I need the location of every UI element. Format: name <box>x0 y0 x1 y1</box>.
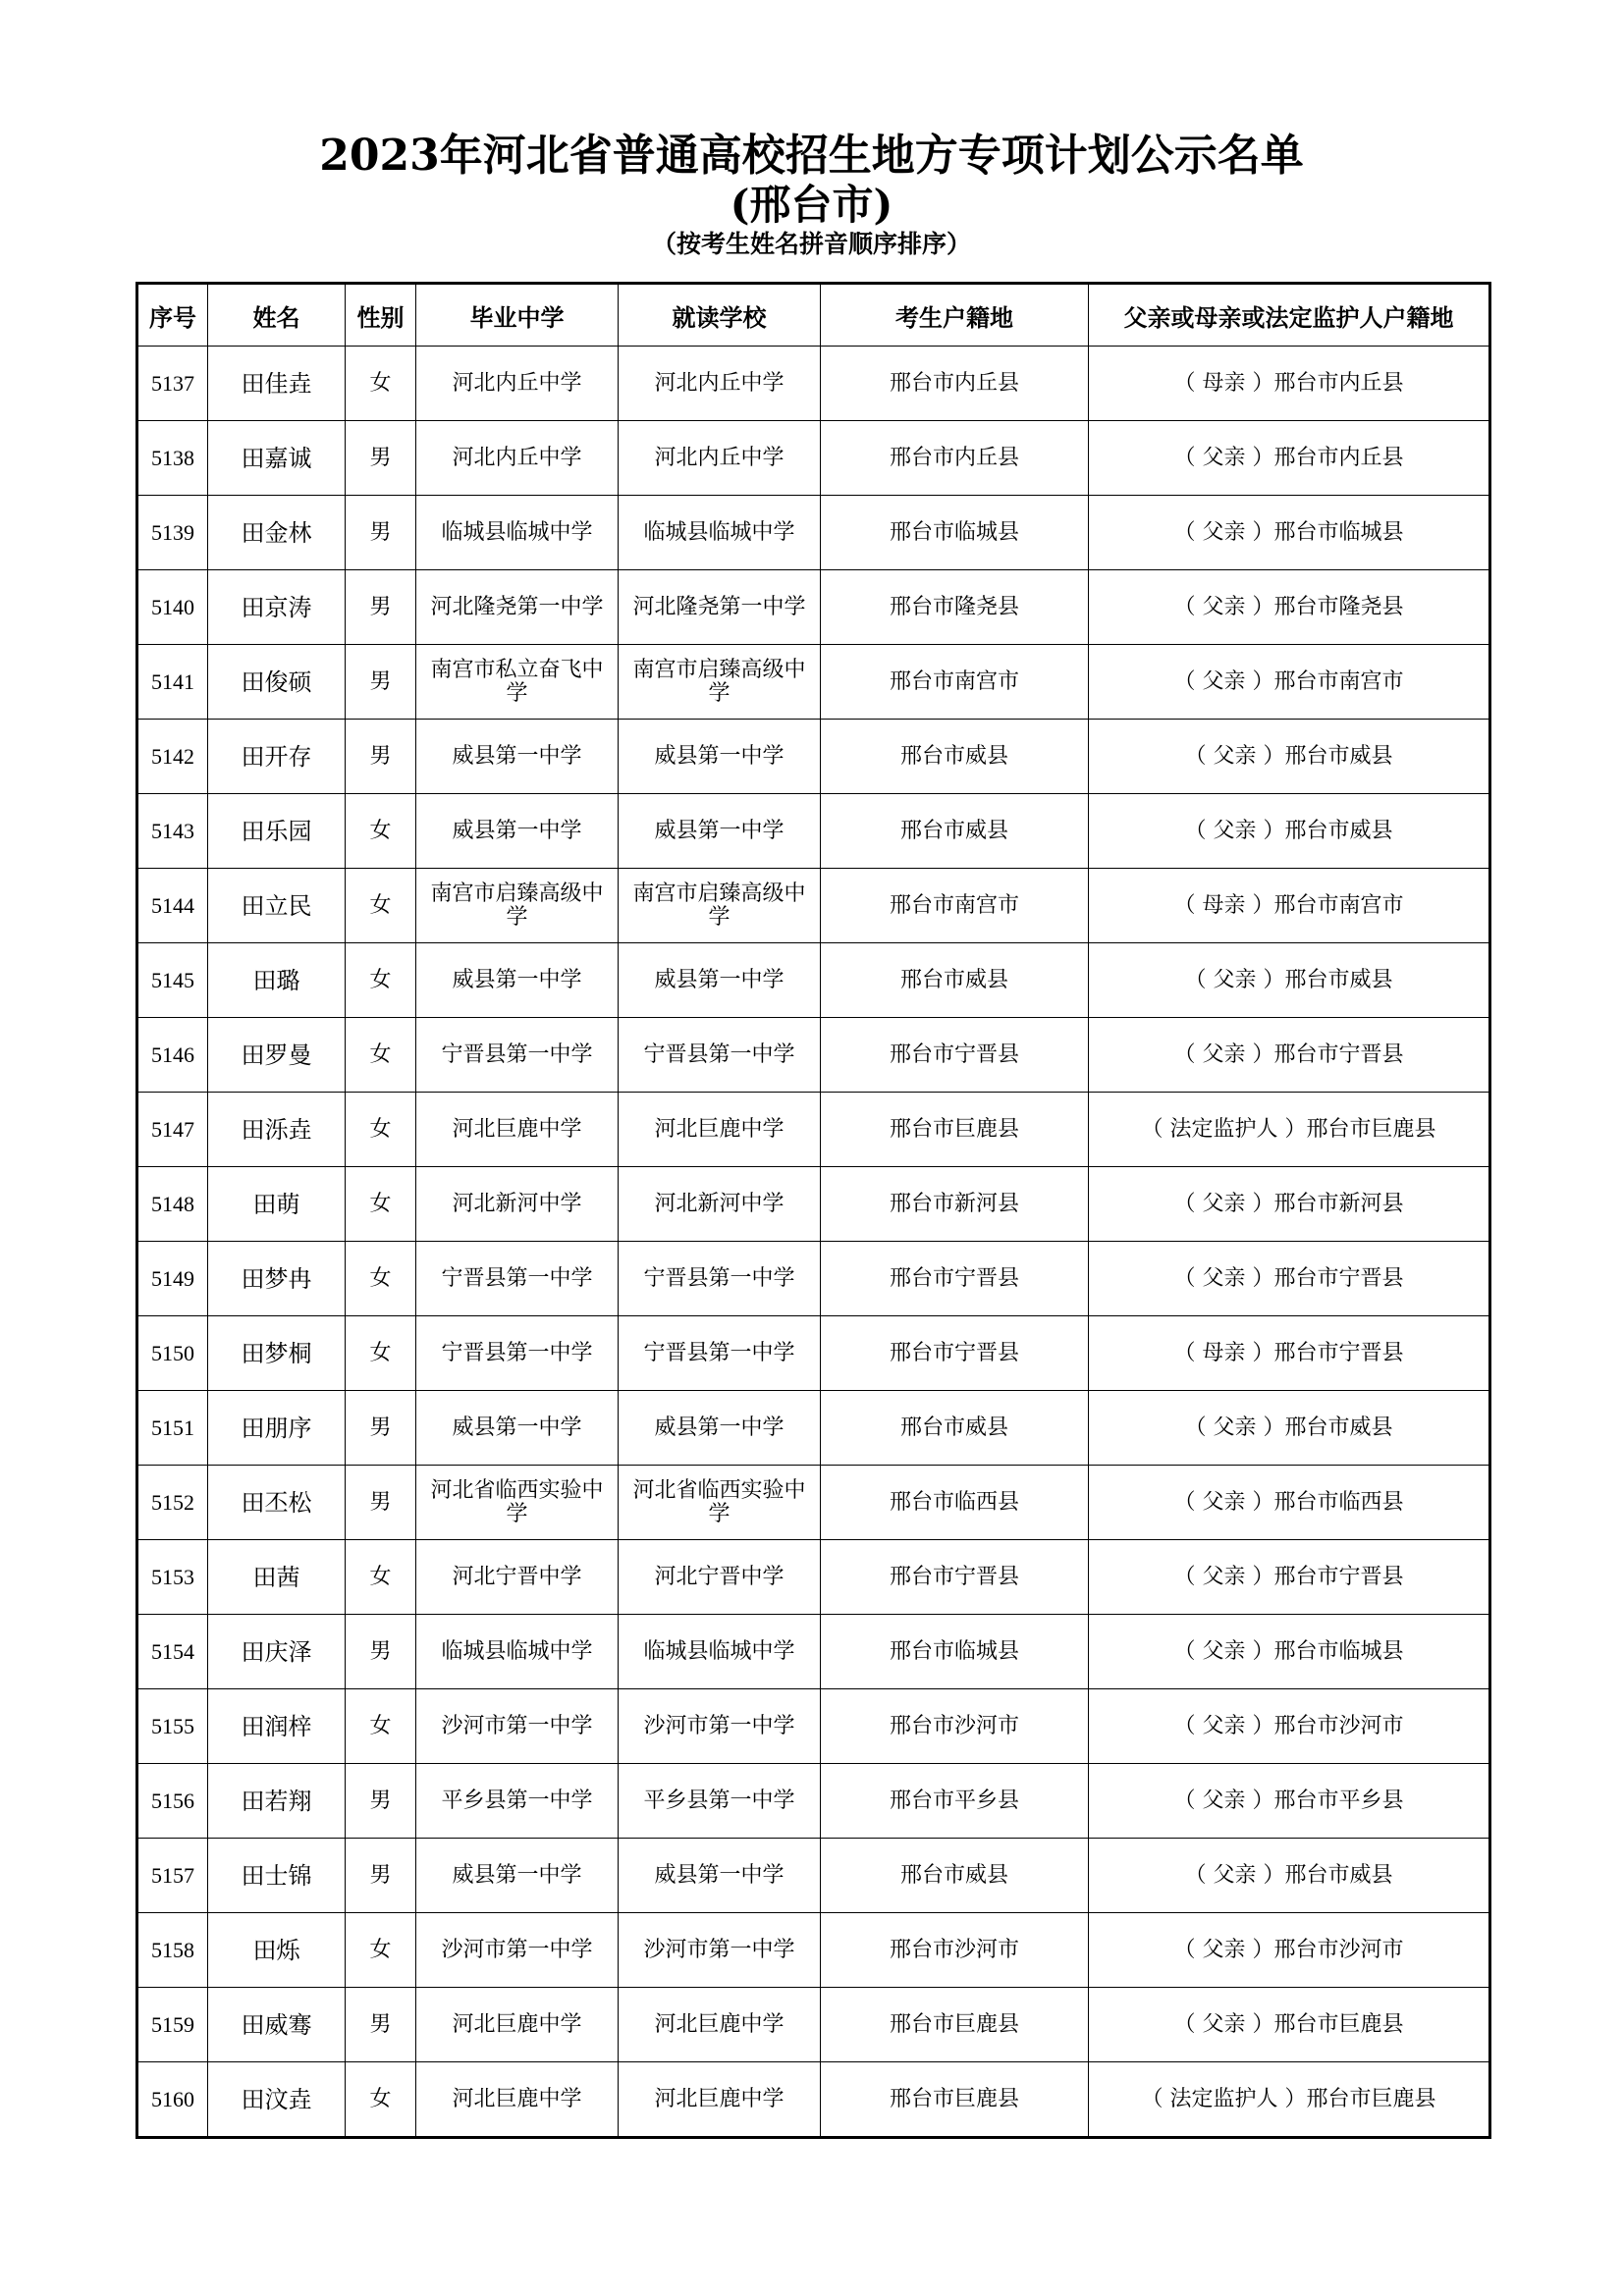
cell-name: 田京涛 <box>208 570 346 645</box>
cell-seq: 5139 <box>137 496 208 570</box>
cell-guardian-hukou: （ 父亲 ）邢台市临西县 <box>1089 1466 1490 1540</box>
cell-seq: 5155 <box>137 1689 208 1764</box>
cell-gender: 男 <box>346 720 416 794</box>
cell-current-school: 沙河市第一中学 <box>619 1913 821 1988</box>
table-row <box>137 1466 1490 1540</box>
cell-hukou: 邢台市巨鹿县 <box>821 1093 1089 1167</box>
cell-seq: 5154 <box>137 1615 208 1689</box>
table-row <box>137 1316 1490 1391</box>
cell-current-school: 宁晋县第一中学 <box>619 1018 821 1093</box>
column-header-current-school: 就读学校 <box>619 284 821 347</box>
cell-current-school: 河北巨鹿中学 <box>619 1988 821 2062</box>
cell-graduation-school: 威县第一中学 <box>416 1391 619 1466</box>
cell-hukou: 邢台市隆尧县 <box>821 570 1089 645</box>
table-row <box>137 720 1490 794</box>
cell-graduation-school: 河北宁晋中学 <box>416 1540 619 1615</box>
cell-seq: 5152 <box>137 1466 208 1540</box>
cell-guardian-hukou: （ 父亲 ）邢台市隆尧县 <box>1089 570 1490 645</box>
cell-name: 田茜 <box>208 1540 346 1615</box>
cell-gender: 女 <box>346 1689 416 1764</box>
cell-guardian-hukou: （ 父亲 ）邢台市宁晋县 <box>1089 1242 1490 1316</box>
cell-graduation-school: 宁晋县第一中学 <box>416 1316 619 1391</box>
cell-guardian-hukou: （ 法定监护人 ）邢台市巨鹿县 <box>1089 2062 1490 2138</box>
cell-graduation-school: 宁晋县第一中学 <box>416 1242 619 1316</box>
cell-hukou: 邢台市临城县 <box>821 1615 1089 1689</box>
cell-name: 田朋序 <box>208 1391 346 1466</box>
cell-gender: 男 <box>346 421 416 496</box>
document-subtitle: (邢台市) <box>730 181 893 229</box>
sort-note: （按考生姓名拼音顺序排序） <box>651 230 971 258</box>
cell-seq: 5143 <box>137 794 208 869</box>
cell-seq: 5144 <box>137 869 208 943</box>
document-title: 2023年河北省普通高校招生地方专项计划公示名单 <box>319 131 1304 181</box>
cell-gender: 女 <box>346 1316 416 1391</box>
cell-hukou: 邢台市南宫市 <box>821 869 1089 943</box>
cell-name: 田润梓 <box>208 1689 346 1764</box>
cell-name: 田俊硕 <box>208 645 346 720</box>
cell-current-school: 威县第一中学 <box>619 794 821 869</box>
cell-guardian-hukou: （ 母亲 ）邢台市宁晋县 <box>1089 1316 1490 1391</box>
cell-gender: 女 <box>346 1242 416 1316</box>
cell-hukou: 邢台市平乡县 <box>821 1764 1089 1839</box>
cell-name: 田梦冉 <box>208 1242 346 1316</box>
cell-hukou: 邢台市宁晋县 <box>821 1018 1089 1093</box>
cell-name: 田若翔 <box>208 1764 346 1839</box>
table-row <box>137 347 1490 421</box>
cell-hukou: 邢台市巨鹿县 <box>821 1988 1089 2062</box>
cell-seq: 5146 <box>137 1018 208 1093</box>
column-header-gender: 性别 <box>346 284 416 347</box>
cell-gender: 女 <box>346 1167 416 1242</box>
cell-hukou: 邢台市内丘县 <box>821 347 1089 421</box>
cell-guardian-hukou: （ 父亲 ）邢台市威县 <box>1089 1839 1490 1913</box>
cell-current-school: 威县第一中学 <box>619 720 821 794</box>
cell-gender: 女 <box>346 869 416 943</box>
cell-name: 田烁 <box>208 1913 346 1988</box>
cell-current-school: 平乡县第一中学 <box>619 1764 821 1839</box>
cell-name: 田丕松 <box>208 1466 346 1540</box>
cell-hukou: 邢台市巨鹿县 <box>821 2062 1089 2138</box>
roster-body <box>137 347 1490 2138</box>
cell-name: 田嘉诚 <box>208 421 346 496</box>
cell-hukou: 邢台市威县 <box>821 943 1089 1018</box>
cell-name: 田梦桐 <box>208 1316 346 1391</box>
cell-graduation-school: 威县第一中学 <box>416 1839 619 1913</box>
cell-current-school: 威县第一中学 <box>619 943 821 1018</box>
cell-graduation-school: 河北巨鹿中学 <box>416 1093 619 1167</box>
cell-name: 田佳垚 <box>208 347 346 421</box>
cell-name: 田泺垚 <box>208 1093 346 1167</box>
cell-name: 田庆泽 <box>208 1615 346 1689</box>
cell-current-school: 威县第一中学 <box>619 1391 821 1466</box>
cell-seq: 5159 <box>137 1988 208 2062</box>
cell-guardian-hukou: （ 父亲 ）邢台市临城县 <box>1089 1615 1490 1689</box>
table-row <box>137 1391 1490 1466</box>
cell-seq: 5150 <box>137 1316 208 1391</box>
cell-graduation-school: 河北省临西实验中学 <box>416 1466 619 1540</box>
column-header-name: 姓名 <box>208 284 346 347</box>
cell-graduation-school: 威县第一中学 <box>416 720 619 794</box>
cell-guardian-hukou: （ 父亲 ）邢台市新河县 <box>1089 1167 1490 1242</box>
cell-graduation-school: 沙河市第一中学 <box>416 1689 619 1764</box>
roster-table <box>135 282 1491 2139</box>
cell-current-school: 河北内丘中学 <box>619 347 821 421</box>
cell-graduation-school: 河北巨鹿中学 <box>416 2062 619 2138</box>
cell-guardian-hukou: （ 父亲 ）邢台市威县 <box>1089 794 1490 869</box>
table-row <box>137 1988 1490 2062</box>
cell-gender: 男 <box>346 1466 416 1540</box>
table-row <box>137 1018 1490 1093</box>
cell-hukou: 邢台市临西县 <box>821 1466 1089 1540</box>
cell-seq: 5145 <box>137 943 208 1018</box>
cell-guardian-hukou: （ 父亲 ）邢台市宁晋县 <box>1089 1018 1490 1093</box>
cell-current-school: 宁晋县第一中学 <box>619 1242 821 1316</box>
cell-graduation-school: 威县第一中学 <box>416 943 619 1018</box>
cell-current-school: 威县第一中学 <box>619 1839 821 1913</box>
cell-current-school: 河北巨鹿中学 <box>619 1093 821 1167</box>
cell-guardian-hukou: （ 父亲 ）邢台市临城县 <box>1089 496 1490 570</box>
cell-guardian-hukou: （ 父亲 ）邢台市沙河市 <box>1089 1913 1490 1988</box>
cell-graduation-school: 平乡县第一中学 <box>416 1764 619 1839</box>
cell-seq: 5141 <box>137 645 208 720</box>
cell-hukou: 邢台市宁晋县 <box>821 1540 1089 1615</box>
cell-seq: 5156 <box>137 1764 208 1839</box>
cell-hukou: 邢台市威县 <box>821 720 1089 794</box>
cell-graduation-school: 河北新河中学 <box>416 1167 619 1242</box>
cell-seq: 5148 <box>137 1167 208 1242</box>
cell-graduation-school: 临城县临城中学 <box>416 1615 619 1689</box>
cell-gender: 男 <box>346 645 416 720</box>
cell-gender: 女 <box>346 1913 416 1988</box>
cell-hukou: 邢台市威县 <box>821 794 1089 869</box>
cell-gender: 女 <box>346 1540 416 1615</box>
cell-seq: 5151 <box>137 1391 208 1466</box>
cell-guardian-hukou: （ 父亲 ）邢台市平乡县 <box>1089 1764 1490 1839</box>
table-row <box>137 1167 1490 1242</box>
cell-current-school: 临城县临城中学 <box>619 1615 821 1689</box>
table-row <box>137 496 1490 570</box>
cell-graduation-school: 南宫市私立奋飞中学 <box>416 645 619 720</box>
cell-seq: 5149 <box>137 1242 208 1316</box>
cell-current-school: 临城县临城中学 <box>619 496 821 570</box>
table-row <box>137 1913 1490 1988</box>
cell-hukou: 邢台市威县 <box>821 1839 1089 1913</box>
cell-current-school: 宁晋县第一中学 <box>619 1316 821 1391</box>
table-row <box>137 1242 1490 1316</box>
cell-seq: 5140 <box>137 570 208 645</box>
column-header-graduation-school: 毕业中学 <box>416 284 619 347</box>
cell-current-school: 南宫市启臻高级中学 <box>619 645 821 720</box>
cell-hukou: 邢台市威县 <box>821 1391 1089 1466</box>
cell-guardian-hukou: （ 父亲 ）邢台市宁晋县 <box>1089 1540 1490 1615</box>
cell-hukou: 邢台市沙河市 <box>821 1689 1089 1764</box>
cell-gender: 男 <box>346 1764 416 1839</box>
cell-gender: 男 <box>346 1839 416 1913</box>
cell-gender: 女 <box>346 1093 416 1167</box>
cell-guardian-hukou: （ 父亲 ）邢台市内丘县 <box>1089 421 1490 496</box>
table-row <box>137 1689 1490 1764</box>
cell-graduation-school: 威县第一中学 <box>416 794 619 869</box>
cell-current-school: 沙河市第一中学 <box>619 1689 821 1764</box>
cell-guardian-hukou: （ 父亲 ）邢台市威县 <box>1089 1391 1490 1466</box>
table-row <box>137 1615 1490 1689</box>
cell-guardian-hukou: （ 父亲 ）邢台市沙河市 <box>1089 1689 1490 1764</box>
column-header-hukou: 考生户籍地 <box>821 284 1089 347</box>
cell-name: 田威骞 <box>208 1988 346 2062</box>
cell-hukou: 邢台市宁晋县 <box>821 1242 1089 1316</box>
cell-guardian-hukou: （ 父亲 ）邢台市南宫市 <box>1089 645 1490 720</box>
cell-gender: 男 <box>346 1391 416 1466</box>
cell-graduation-school: 河北隆尧第一中学 <box>416 570 619 645</box>
table-row <box>137 645 1490 720</box>
cell-hukou: 邢台市新河县 <box>821 1167 1089 1242</box>
cell-seq: 5157 <box>137 1839 208 1913</box>
cell-current-school: 河北宁晋中学 <box>619 1540 821 1615</box>
cell-hukou: 邢台市内丘县 <box>821 421 1089 496</box>
cell-graduation-school: 南宫市启臻高级中学 <box>416 869 619 943</box>
table-row <box>137 869 1490 943</box>
cell-guardian-hukou: （ 法定监护人 ）邢台市巨鹿县 <box>1089 1093 1490 1167</box>
cell-seq: 5160 <box>137 2062 208 2138</box>
cell-gender: 男 <box>346 570 416 645</box>
cell-name: 田金林 <box>208 496 346 570</box>
cell-seq: 5142 <box>137 720 208 794</box>
table-row <box>137 2062 1490 2138</box>
cell-name: 田萌 <box>208 1167 346 1242</box>
cell-name: 田士锦 <box>208 1839 346 1913</box>
cell-graduation-school: 河北内丘中学 <box>416 421 619 496</box>
cell-graduation-school: 临城县临城中学 <box>416 496 619 570</box>
cell-current-school: 南宫市启臻高级中学 <box>619 869 821 943</box>
cell-name: 田汶垚 <box>208 2062 346 2138</box>
table-row <box>137 943 1490 1018</box>
cell-guardian-hukou: （ 母亲 ）邢台市内丘县 <box>1089 347 1490 421</box>
cell-seq: 5138 <box>137 421 208 496</box>
cell-gender: 男 <box>346 1615 416 1689</box>
cell-gender: 女 <box>346 1018 416 1093</box>
cell-graduation-school: 宁晋县第一中学 <box>416 1018 619 1093</box>
cell-gender: 男 <box>346 496 416 570</box>
cell-current-school: 河北隆尧第一中学 <box>619 570 821 645</box>
cell-seq: 5158 <box>137 1913 208 1988</box>
cell-current-school: 河北新河中学 <box>619 1167 821 1242</box>
cell-graduation-school: 沙河市第一中学 <box>416 1913 619 1988</box>
table-row <box>137 1764 1490 1839</box>
cell-hukou: 邢台市南宫市 <box>821 645 1089 720</box>
cell-gender: 女 <box>346 2062 416 2138</box>
cell-guardian-hukou: （ 父亲 ）邢台市巨鹿县 <box>1089 1988 1490 2062</box>
column-header-seq: 序号 <box>137 284 208 347</box>
header-row <box>137 284 1490 347</box>
cell-name: 田立民 <box>208 869 346 943</box>
cell-current-school: 河北内丘中学 <box>619 421 821 496</box>
cell-gender: 女 <box>346 347 416 421</box>
table-row <box>137 1839 1490 1913</box>
cell-gender: 女 <box>346 794 416 869</box>
table-row <box>137 421 1490 496</box>
cell-seq: 5147 <box>137 1093 208 1167</box>
column-header-guardian-hukou: 父亲或母亲或法定监护人户籍地 <box>1089 284 1490 347</box>
cell-graduation-school: 河北巨鹿中学 <box>416 1988 619 2062</box>
cell-hukou: 邢台市临城县 <box>821 496 1089 570</box>
cell-seq: 5137 <box>137 347 208 421</box>
cell-hukou: 邢台市沙河市 <box>821 1913 1089 1988</box>
cell-guardian-hukou: （ 父亲 ）邢台市威县 <box>1089 943 1490 1018</box>
cell-current-school: 河北省临西实验中学 <box>619 1466 821 1540</box>
cell-graduation-school: 河北内丘中学 <box>416 347 619 421</box>
cell-gender: 男 <box>346 1988 416 2062</box>
cell-name: 田开存 <box>208 720 346 794</box>
cell-guardian-hukou: （ 父亲 ）邢台市威县 <box>1089 720 1490 794</box>
table-row <box>137 1093 1490 1167</box>
cell-name: 田罗曼 <box>208 1018 346 1093</box>
cell-current-school: 河北巨鹿中学 <box>619 2062 821 2138</box>
table-row <box>137 794 1490 869</box>
cell-name: 田乐园 <box>208 794 346 869</box>
cell-seq: 5153 <box>137 1540 208 1615</box>
cell-gender: 女 <box>346 943 416 1018</box>
cell-hukou: 邢台市宁晋县 <box>821 1316 1089 1391</box>
table-row <box>137 1540 1490 1615</box>
cell-name: 田璐 <box>208 943 346 1018</box>
table-row <box>137 570 1490 645</box>
cell-guardian-hukou: （ 母亲 ）邢台市南宫市 <box>1089 869 1490 943</box>
